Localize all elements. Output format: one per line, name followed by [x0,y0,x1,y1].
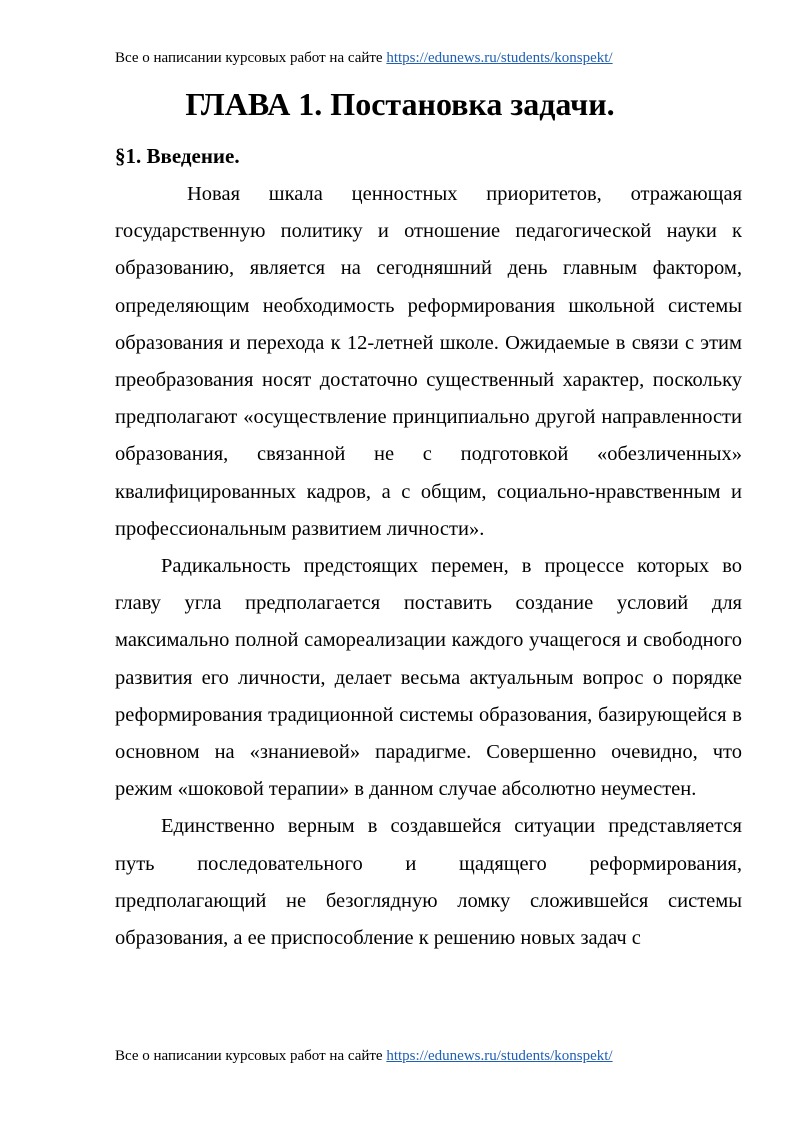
header-link[interactable]: https://edunews.ru/students/konspekt/ [386,50,613,66]
paragraph-3: Единственно верным в создавшейся ситуации представляется путь последовательного и щадящего реформирования, предполагающий не безоглядную ломку сложившейся системы образования, а ее приспособление к решению новых задач с [115,815,742,950]
chapter-title: ГЛАВА 1. Постановка задачи. [185,86,615,122]
body-text [115,176,742,957]
paragraph-2: Радикальность предстоящих перемен, в процессе которых во главу угла предполагается поставить создание условий для максимально полной самореализации каждого учащегося и свободного развития его личности, делает весьма актуальным вопрос о порядке реформирования традиционной системы образования, базирующейся в основном на «знаниевой» парадигме. Совершенно очевидно, что режим «шоковой терапии» в данном случае абсолютно неуместен. [115,555,742,801]
page-footer [115,1047,735,1065]
footer-link[interactable]: https://edunews.ru/students/konspekt/ [386,1048,613,1064]
footer-text: Все о написании курсовых работ на сайте [115,1048,387,1064]
header-text: Все о написании курсовых работ на сайте [115,50,387,66]
paragraph-1: Новая шкала ценностных приоритетов, отражающая государственную политику и отношение педагогической науки к образованию, является на сегодняшний день главным фактором, определяющим необходимость реформирования школьной системы образования и перехода к 12-летней школе. Ожидаемые в связи с этим преобразования носят достаточно существенный характер, поскольку предполагают «осуществление принципиально другой направленности образования, связанной не с подготовкой «обезличенных» квалифицированных кадров, а с общим, социально-нравственным и профессиональным развитием личности». [115,183,742,540]
section-title: §1. Введение. [115,144,240,168]
page-header [115,49,735,67]
